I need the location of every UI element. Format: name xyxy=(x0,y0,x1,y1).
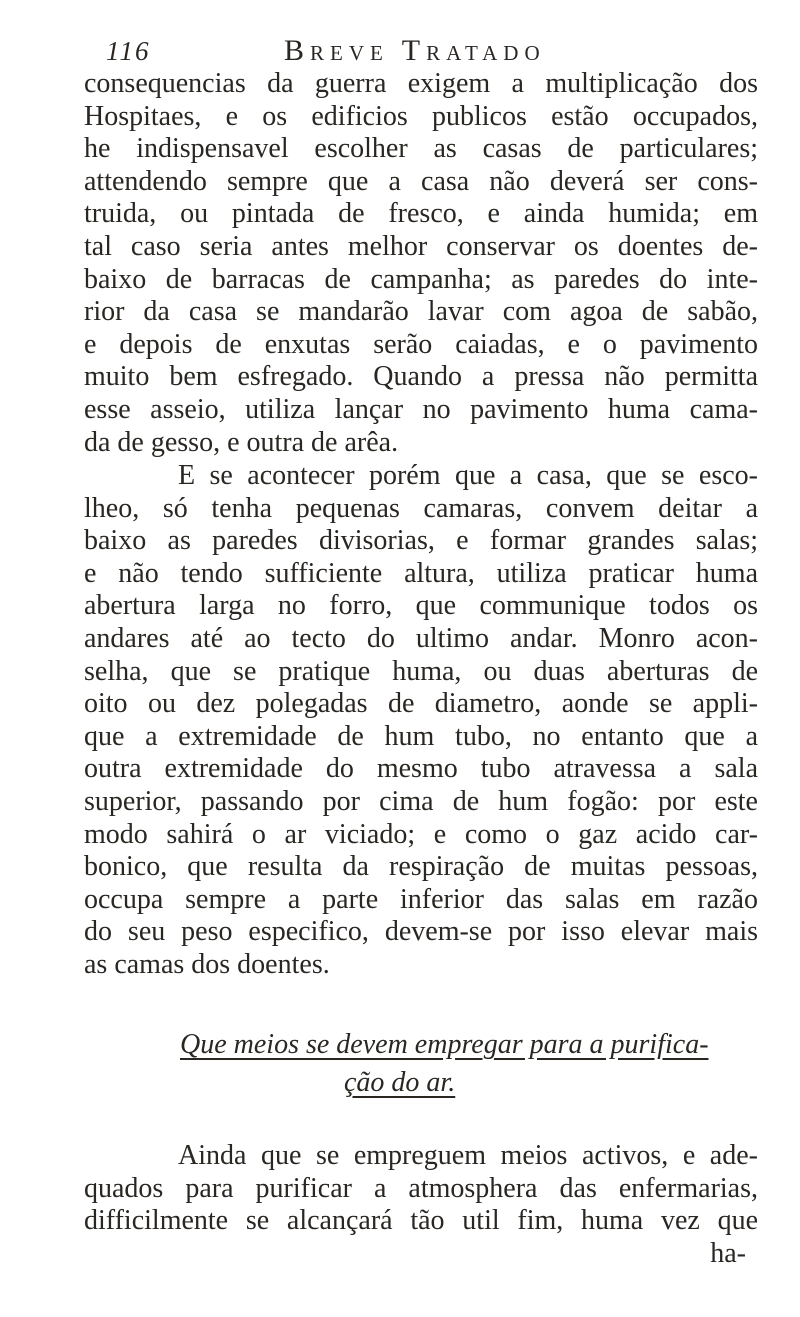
text-line: esse asseio, utiliza lançar no pavimento huma cama- xyxy=(84,393,758,425)
text-line: modo sahirá o ar viciado; e como o gaz acido car- xyxy=(84,818,758,850)
text-line: muito bem esfregado. Quando a pressa não permitta xyxy=(84,361,758,393)
text-line: consequencias da guerra exigem a multiplicação dos xyxy=(84,68,758,99)
text-line: as camas dos doentes. xyxy=(84,948,330,980)
paragraph-2 xyxy=(84,460,758,982)
text-line: occupa sempre a parte inferior das salas em razão xyxy=(84,883,758,915)
text-line: abertura larga no forro, que communique todos os xyxy=(84,590,758,622)
text-line: e depois de enxutas serão caiadas, e o pavimento xyxy=(84,328,758,360)
book-page xyxy=(84,24,758,1299)
text-line: he indispensavel escolher as casas de particulares; xyxy=(84,133,758,165)
text-line: oito ou dez polegadas de diametro, aonde se appli- xyxy=(84,688,758,720)
text-line: difficilmente se alcançará tão util fim, huma vez que xyxy=(84,1205,758,1237)
page-number: 116 xyxy=(106,36,151,66)
text-line: bonico, que resulta da respiração de muitas pessoas, xyxy=(84,851,758,883)
text-line: lheo, só tenha pequenas camaras, convem deitar a xyxy=(84,492,758,524)
text-line: rior da casa se mandarão lavar com agoa de sabão, xyxy=(84,296,758,328)
text-line: Hospitaes, e os edificios publicos estão occupados, xyxy=(84,100,758,132)
text-line: baixo de barracas de campanha; as paredes do inte- xyxy=(84,263,758,295)
paragraph-1 xyxy=(84,68,758,459)
text-line: attendendo sempre que a casa não deverá ser cons- xyxy=(84,165,758,197)
text-line: superior, passando por cima de hum fogão: por este xyxy=(84,785,758,817)
text-line: andares até ao tecto do ultimo andar. Monro acon- xyxy=(84,622,758,654)
paragraph-3 xyxy=(84,1140,758,1270)
text-line: baixo as paredes divisorias, e formar grandes salas; xyxy=(84,525,758,557)
text-line: Ainda que se empreguem meios activos, e ade- xyxy=(178,1140,758,1171)
section-heading-line: Que meios se devem empregar para a purifica- xyxy=(180,1029,709,1060)
text-line: quados para purificar a atmosphera das enfermarias, xyxy=(84,1172,758,1204)
text-line: truida, ou pintada de fresco, e ainda humida; em xyxy=(84,198,758,230)
section-heading xyxy=(84,1026,758,1102)
running-title: Breve Tratado xyxy=(284,34,546,67)
text-line: e não tendo sufficiente altura, utiliza praticar huma xyxy=(84,557,758,589)
catchword: ha- xyxy=(710,1237,746,1269)
text-line: da de gesso, e outra de arêa. xyxy=(84,426,399,458)
text-line: E se acontecer porém que a casa, que se esco- xyxy=(178,460,758,491)
section-heading-line: ção do ar. xyxy=(344,1067,456,1098)
text-line: outra extremidade do mesmo tubo atravessa a sala xyxy=(84,753,758,785)
running-head xyxy=(84,24,758,72)
text-line: do seu peso especifico, devem-se por isso elevar mais xyxy=(84,916,758,948)
text-line: selha, que se pratique huma, ou duas aberturas de xyxy=(84,655,758,687)
text-line: tal caso seria antes melhor conservar os doentes de- xyxy=(84,230,758,262)
text-line: que a extremidade de hum tubo, no entanto que a xyxy=(84,720,758,752)
